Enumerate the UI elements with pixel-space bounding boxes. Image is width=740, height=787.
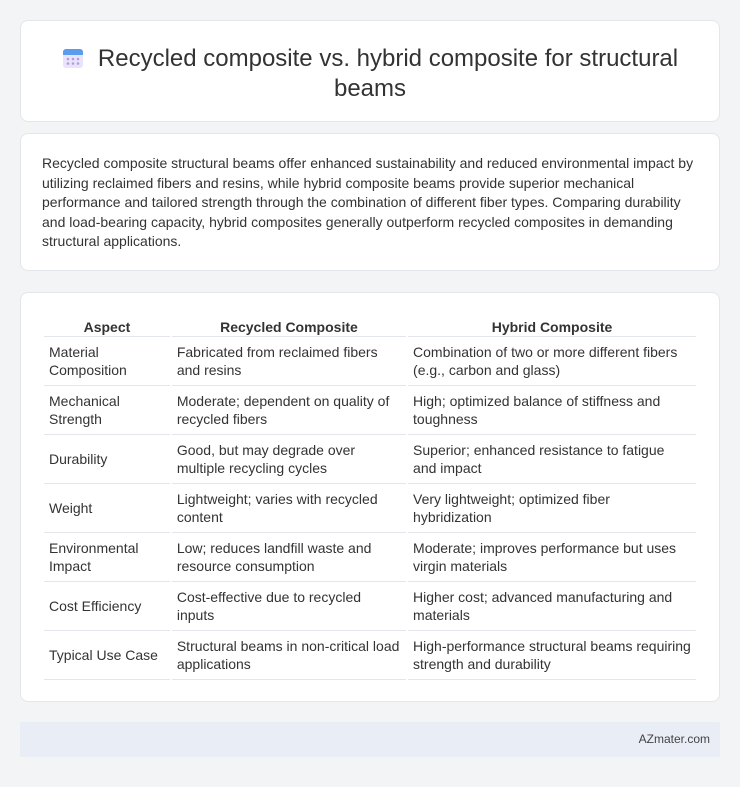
comparison-card: [20, 292, 720, 702]
header-recycled: Recycled Composite: [172, 315, 406, 337]
hybrid-cell: Superior; enhanced resistance to fatigue and impact: [408, 435, 696, 484]
recycled-cell: Moderate; dependent on quality of recycled fibers: [172, 386, 406, 435]
recycled-cell: Lightweight; varies with recycled content: [172, 484, 406, 533]
hybrid-cell: High-performance structural beams requiring strength and durability: [408, 631, 696, 680]
table-header-row: [44, 315, 696, 337]
table-row: [44, 631, 696, 680]
title-card: [20, 20, 720, 122]
table-row: [44, 582, 696, 631]
footer-bar: [20, 722, 720, 757]
recycled-cell: Cost-effective due to recycled inputs: [172, 582, 406, 631]
hybrid-cell: Moderate; improves performance but uses virgin materials: [408, 533, 696, 582]
header-hybrid: Hybrid Composite: [408, 315, 696, 337]
calendar-icon: [62, 47, 84, 69]
comparison-table: [42, 315, 698, 680]
page-title: [41, 44, 699, 104]
table-row: [44, 435, 696, 484]
aspect-cell: Material Composition: [44, 337, 170, 386]
aspect-cell: Cost Efficiency: [44, 582, 170, 631]
summary-paragraph: Recycled composite structural beams offer enhanced sustainability and reduced environmental impact by utilizing reclaimed fibers and resins, while hybrid composite beams provide superior mechanical performance and tailored strength through the combination of different fiber types. Comparing durability and load-bearing capacity, hybrid composites generally outperform recycled composites in demanding structural applications.: [42, 155, 694, 250]
footer-site-link[interactable]: AZmater.com: [638, 732, 710, 746]
aspect-cell: Typical Use Case: [44, 631, 170, 680]
hybrid-cell: High; optimized balance of stiffness and toughness: [408, 386, 696, 435]
table-row: [44, 484, 696, 533]
header-aspect: Aspect: [44, 315, 170, 337]
aspect-cell: Weight: [44, 484, 170, 533]
hybrid-cell: Higher cost; advanced manufacturing and materials: [408, 582, 696, 631]
aspect-cell: Durability: [44, 435, 170, 484]
recycled-cell: Good, but may degrade over multiple recycling cycles: [172, 435, 406, 484]
title-text: Recycled composite vs. hybrid composite for structural beams: [97, 45, 679, 102]
table-row: [44, 337, 696, 386]
recycled-cell: Low; reduces landfill waste and resource consumption: [172, 533, 406, 582]
aspect-cell: Mechanical Strength: [44, 386, 170, 435]
table-row: [44, 386, 696, 435]
hybrid-cell: Very lightweight; optimized fiber hybridization: [408, 484, 696, 533]
hybrid-cell: Combination of two or more different fibers (e.g., carbon and glass): [408, 337, 696, 386]
aspect-cell: Environmental Impact: [44, 533, 170, 582]
recycled-cell: Fabricated from reclaimed fibers and resins: [172, 337, 406, 386]
table-row: [44, 533, 696, 582]
recycled-cell: Structural beams in non-critical load applications: [172, 631, 406, 680]
summary-card: [20, 133, 720, 271]
